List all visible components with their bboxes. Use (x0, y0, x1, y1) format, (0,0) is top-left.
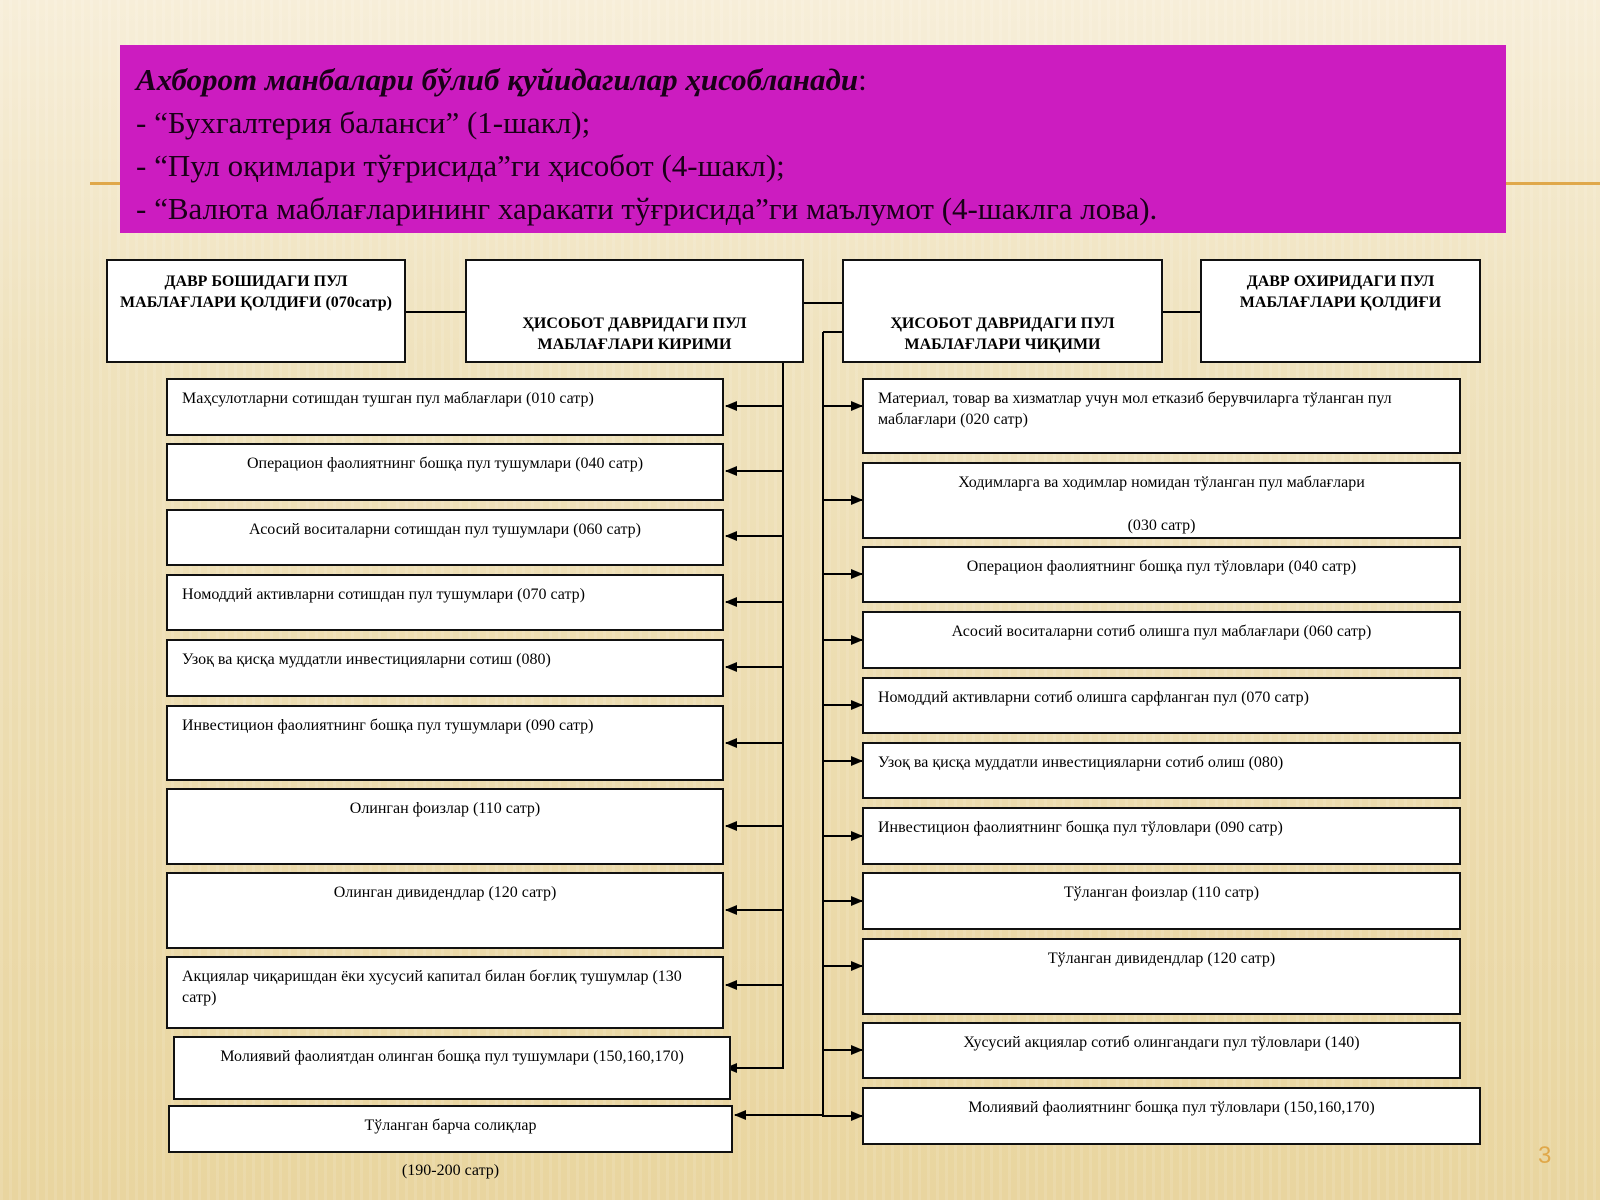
outflow-item-label: Операцион фаолиятнинг бошқа пул тўловлари (040 сатр) (966, 558, 1357, 575)
outflow-item-label: Инвестицион фаолиятнинг бошқа пул тўловлари (090 сатр) (878, 819, 1283, 836)
outflow-item (862, 1022, 1461, 1079)
outflow-header-box (842, 259, 1163, 363)
header-item: - “Валюта маблағларининг харакати тўғрисида”ги маълумот (4-шаклга лова). (136, 191, 1158, 226)
inflow-item (166, 956, 724, 1029)
taxes-item (168, 1105, 733, 1153)
outflow-item-label: Асосий воситаларни сотиб олишга пул маблағлари (060 сатр) (951, 623, 1372, 640)
inflow-item (166, 574, 724, 631)
outflow-item-rows: (030 сатр) (1127, 517, 1196, 534)
outflow-item (862, 611, 1461, 669)
inflow-item-label: Олинган фоизлар (110 сатр) (349, 800, 541, 817)
inflow-item-label: Узоқ ва қисқа муддатли инвестицияларни сотиш (080) (182, 651, 551, 668)
outflow-item (862, 872, 1461, 930)
taxes-item-label: Тўланган барча солиқлар (364, 1117, 537, 1134)
outflow-item (862, 938, 1461, 1015)
outflow-item (862, 462, 1461, 539)
inflow-item (166, 872, 724, 949)
inflow-item-label: Акциялар чиқаришдан ёки хусусий капитал билан боғлиқ тушумлар (130 сатр) (182, 968, 682, 1006)
inflow-item (166, 705, 724, 781)
inflow-header-label: ҲИСОБОТ ДАВРИДАГИ ПУЛ МАБЛАҒЛАРИ КИРИМИ (522, 315, 747, 353)
outflow-item (862, 677, 1461, 734)
inflow-item-label: Асосий воситаларни сотишдан пул тушумлари (060 сатр) (249, 521, 641, 538)
outflow-item-label: Номоддий активларни сотиб олишга сарфланган пул (070 сатр) (878, 689, 1309, 706)
inflow-item (166, 788, 724, 865)
outflow-item-label: Узоқ ва қисқа муддатли инвестицияларни сотиб олиш (080) (878, 754, 1284, 771)
outflow-item-label: Материал, товар ва хизматлар учун мол етказиб берувчиларга тўланган пул маблағлари (020 сатр) (878, 390, 1392, 428)
inflow-item-label: Маҳсулотларни сотишдан тушган пул маблағлари (010 сатр) (182, 390, 594, 407)
header-title: Ахборот манбалари бўлиб қуйидагилар ҳисобланади (136, 62, 859, 97)
inflow-item (166, 509, 724, 566)
outflow-item-label: Тўланган фоизлар (110 сатр) (1063, 884, 1260, 901)
closing-balance-box (1200, 259, 1481, 363)
outflow-item (862, 378, 1461, 454)
inflow-item (166, 639, 724, 697)
inflow-item (166, 443, 724, 501)
inflow-item-label: Инвестицион фаолиятнинг бошқа пул тушумлари (090 сатр) (182, 717, 594, 734)
outflow-item (862, 546, 1461, 603)
outflow-item-label: Ходимларга ва ходимлар номидан тўланган пул маблағлари (958, 474, 1365, 491)
outflow-item (862, 807, 1461, 865)
outflow-header-label: ҲИСОБОТ ДАВРИДАГИ ПУЛ МАБЛАҒЛАРИ ЧИҚИМИ (890, 315, 1115, 353)
closing-balance-label: ДАВР ОХИРИДАГИ ПУЛ МАБЛАҒЛАРИ ҚОЛДИҒИ (1239, 273, 1442, 311)
outflow-item-label: Тўланган дивидендлар (120 сатр) (1047, 950, 1276, 967)
outflow-item-label: Молиявий фаолиятнинг бошқа пул тўловлари (150,160,170) (968, 1099, 1375, 1116)
inflow-item-label: Молиявий фаолиятдан олинган бошқа пул тушумлари (150,160,170) (220, 1048, 684, 1065)
inflow-item-label: Олинган дивидендлар (120 сатр) (333, 884, 557, 901)
header-title-colon: : (858, 62, 867, 97)
inflow-item-label: Номоддий активларни сотишдан пул тушумлари (070 сатр) (182, 586, 585, 603)
page-number: 3 (1538, 1142, 1552, 1169)
inflow-header-box (465, 259, 804, 363)
outflow-item (862, 1087, 1481, 1145)
outflow-item-label: Хусусий акциялар сотиб олингандаги пул тўловлари (140) (963, 1034, 1360, 1051)
outflow-item (862, 742, 1461, 799)
header-item: - “Бухгалтерия баланси” (1-шакл); (136, 105, 591, 140)
inflow-item (173, 1036, 731, 1100)
inflow-item-label: Операцион фаолиятнинг бошқа пул тушумлари (040 сатр) (246, 455, 644, 472)
header-item: - “Пул оқимлари тўғрисида”ги ҳисобот (4-шакл); (136, 148, 785, 183)
opening-balance-label: ДАВР БОШИДАГИ ПУЛ МАБЛАҒЛАРИ ҚОЛДИҒИ (070сатр) (120, 273, 392, 311)
inflow-item (166, 378, 724, 436)
taxes-rows-label: (190-200 сатр) (401, 1162, 500, 1179)
opening-balance-box (106, 259, 406, 363)
